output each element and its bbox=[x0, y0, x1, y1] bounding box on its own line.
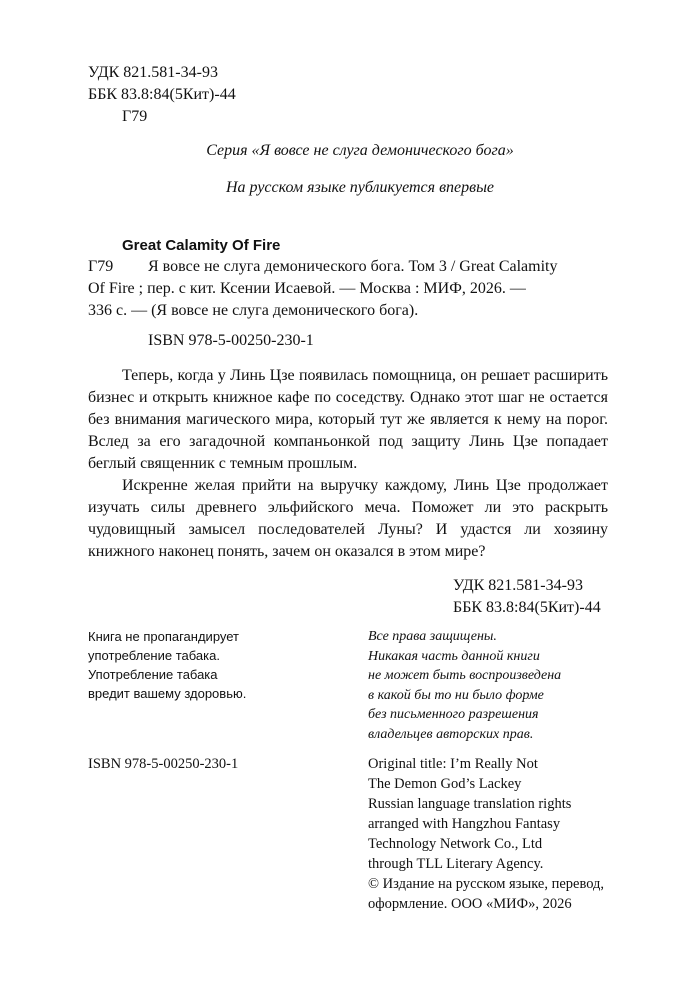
rights-line: не может быть воспроизведена bbox=[368, 668, 562, 683]
bbk-code: ББК 83.8:84(5Кит)-44 bbox=[88, 86, 236, 103]
health-line: Употребление табака bbox=[88, 667, 218, 682]
original-line: The Demon God’s Lackey bbox=[368, 776, 522, 792]
biblio-line-3: 336 с. — (Я вовсе не слуга демонического бога). bbox=[88, 302, 419, 319]
health-line: вредит вашему здоровью. bbox=[88, 686, 247, 701]
rights-line: владельцев авторских прав. bbox=[368, 726, 534, 742]
original-line: © Издание на русском языке, перевод, bbox=[368, 876, 605, 892]
classification-codes-repeat bbox=[453, 575, 601, 619]
classification-codes bbox=[88, 62, 236, 128]
health-line: употребление табака. bbox=[88, 648, 220, 663]
cutter-code: Г79 bbox=[122, 108, 148, 125]
original-line: Technology Network Co., Ltd bbox=[368, 836, 543, 852]
original-line: оформление. ООО «МИФ», 2026 bbox=[368, 896, 572, 912]
rights-line: в какой бы то ни было форме bbox=[368, 687, 544, 703]
rights-line: без письменного разрешения bbox=[368, 707, 539, 722]
biblio-line-2: Of Fire ; пер. с кит. Ксении Исаевой. — Москва : МИФ, 2026. — bbox=[88, 280, 526, 297]
isbn-main: ISBN 978-5-00250-230-1 bbox=[148, 332, 314, 349]
health-line: Книга не пропагандирует bbox=[88, 629, 240, 644]
original-line: through TLL Literary Agency. bbox=[368, 856, 544, 872]
bibliographic-record bbox=[88, 256, 608, 322]
biblio-cutter: Г79 bbox=[88, 258, 114, 275]
series-line: Серия «Я вовсе не слуга демонического бога» bbox=[206, 142, 514, 159]
original-line: arranged with Hangzhou Fantasy bbox=[368, 816, 561, 832]
annotation-paragraph-1: Теперь, когда у Линь Цзе появилась помощница, он решает расширить бизнес и открыть книжное кафе по соседству. Однако этот шаг не остается без внимания магического мира, который тут же является к нему на порог. Вслед за его загадочной компаньонкой под защиту Линь Цзе попадает беглый священник с темным прошлым. bbox=[88, 367, 608, 472]
first-publication-note: На русском языке публикуется впервые bbox=[225, 179, 495, 196]
udk-code: УДК 821.581-34-93 bbox=[88, 64, 218, 81]
original-line: Original title: I’m Really Not bbox=[368, 756, 538, 772]
biblio-line-1-text: Я вовсе не слуга демонического бога. Том 3 / Great Calamity bbox=[148, 258, 558, 275]
rights-notice bbox=[368, 627, 561, 744]
annotation bbox=[88, 365, 608, 563]
health-warning bbox=[88, 627, 246, 703]
isbn-bottom: ISBN 978-5-00250-230-1 bbox=[88, 756, 239, 772]
rights-line: Никакая часть данной книги bbox=[368, 648, 540, 664]
original-line: Russian language translation rights bbox=[368, 796, 572, 812]
bbk-code-repeat: ББК 83.8:84(5Кит)-44 bbox=[453, 599, 601, 616]
biblio-line-1 bbox=[88, 256, 608, 278]
author-name: Great Calamity Of Fire bbox=[122, 237, 281, 254]
original-title-info bbox=[368, 754, 604, 914]
rights-line: Все права защищены. bbox=[368, 629, 497, 644]
annotation-paragraph-2: Искренне желая прийти на выручку каждому, Линь Цзе продолжает изучать силы древнего эльфийского меча. Поможет ли это раскрыть чудовищный замысел последователей Луны? И удастся ли хозяину книжного наконец понять, зачем он оказался в этом мире? bbox=[88, 477, 608, 560]
udk-code-repeat: УДК 821.581-34-93 bbox=[453, 577, 583, 594]
